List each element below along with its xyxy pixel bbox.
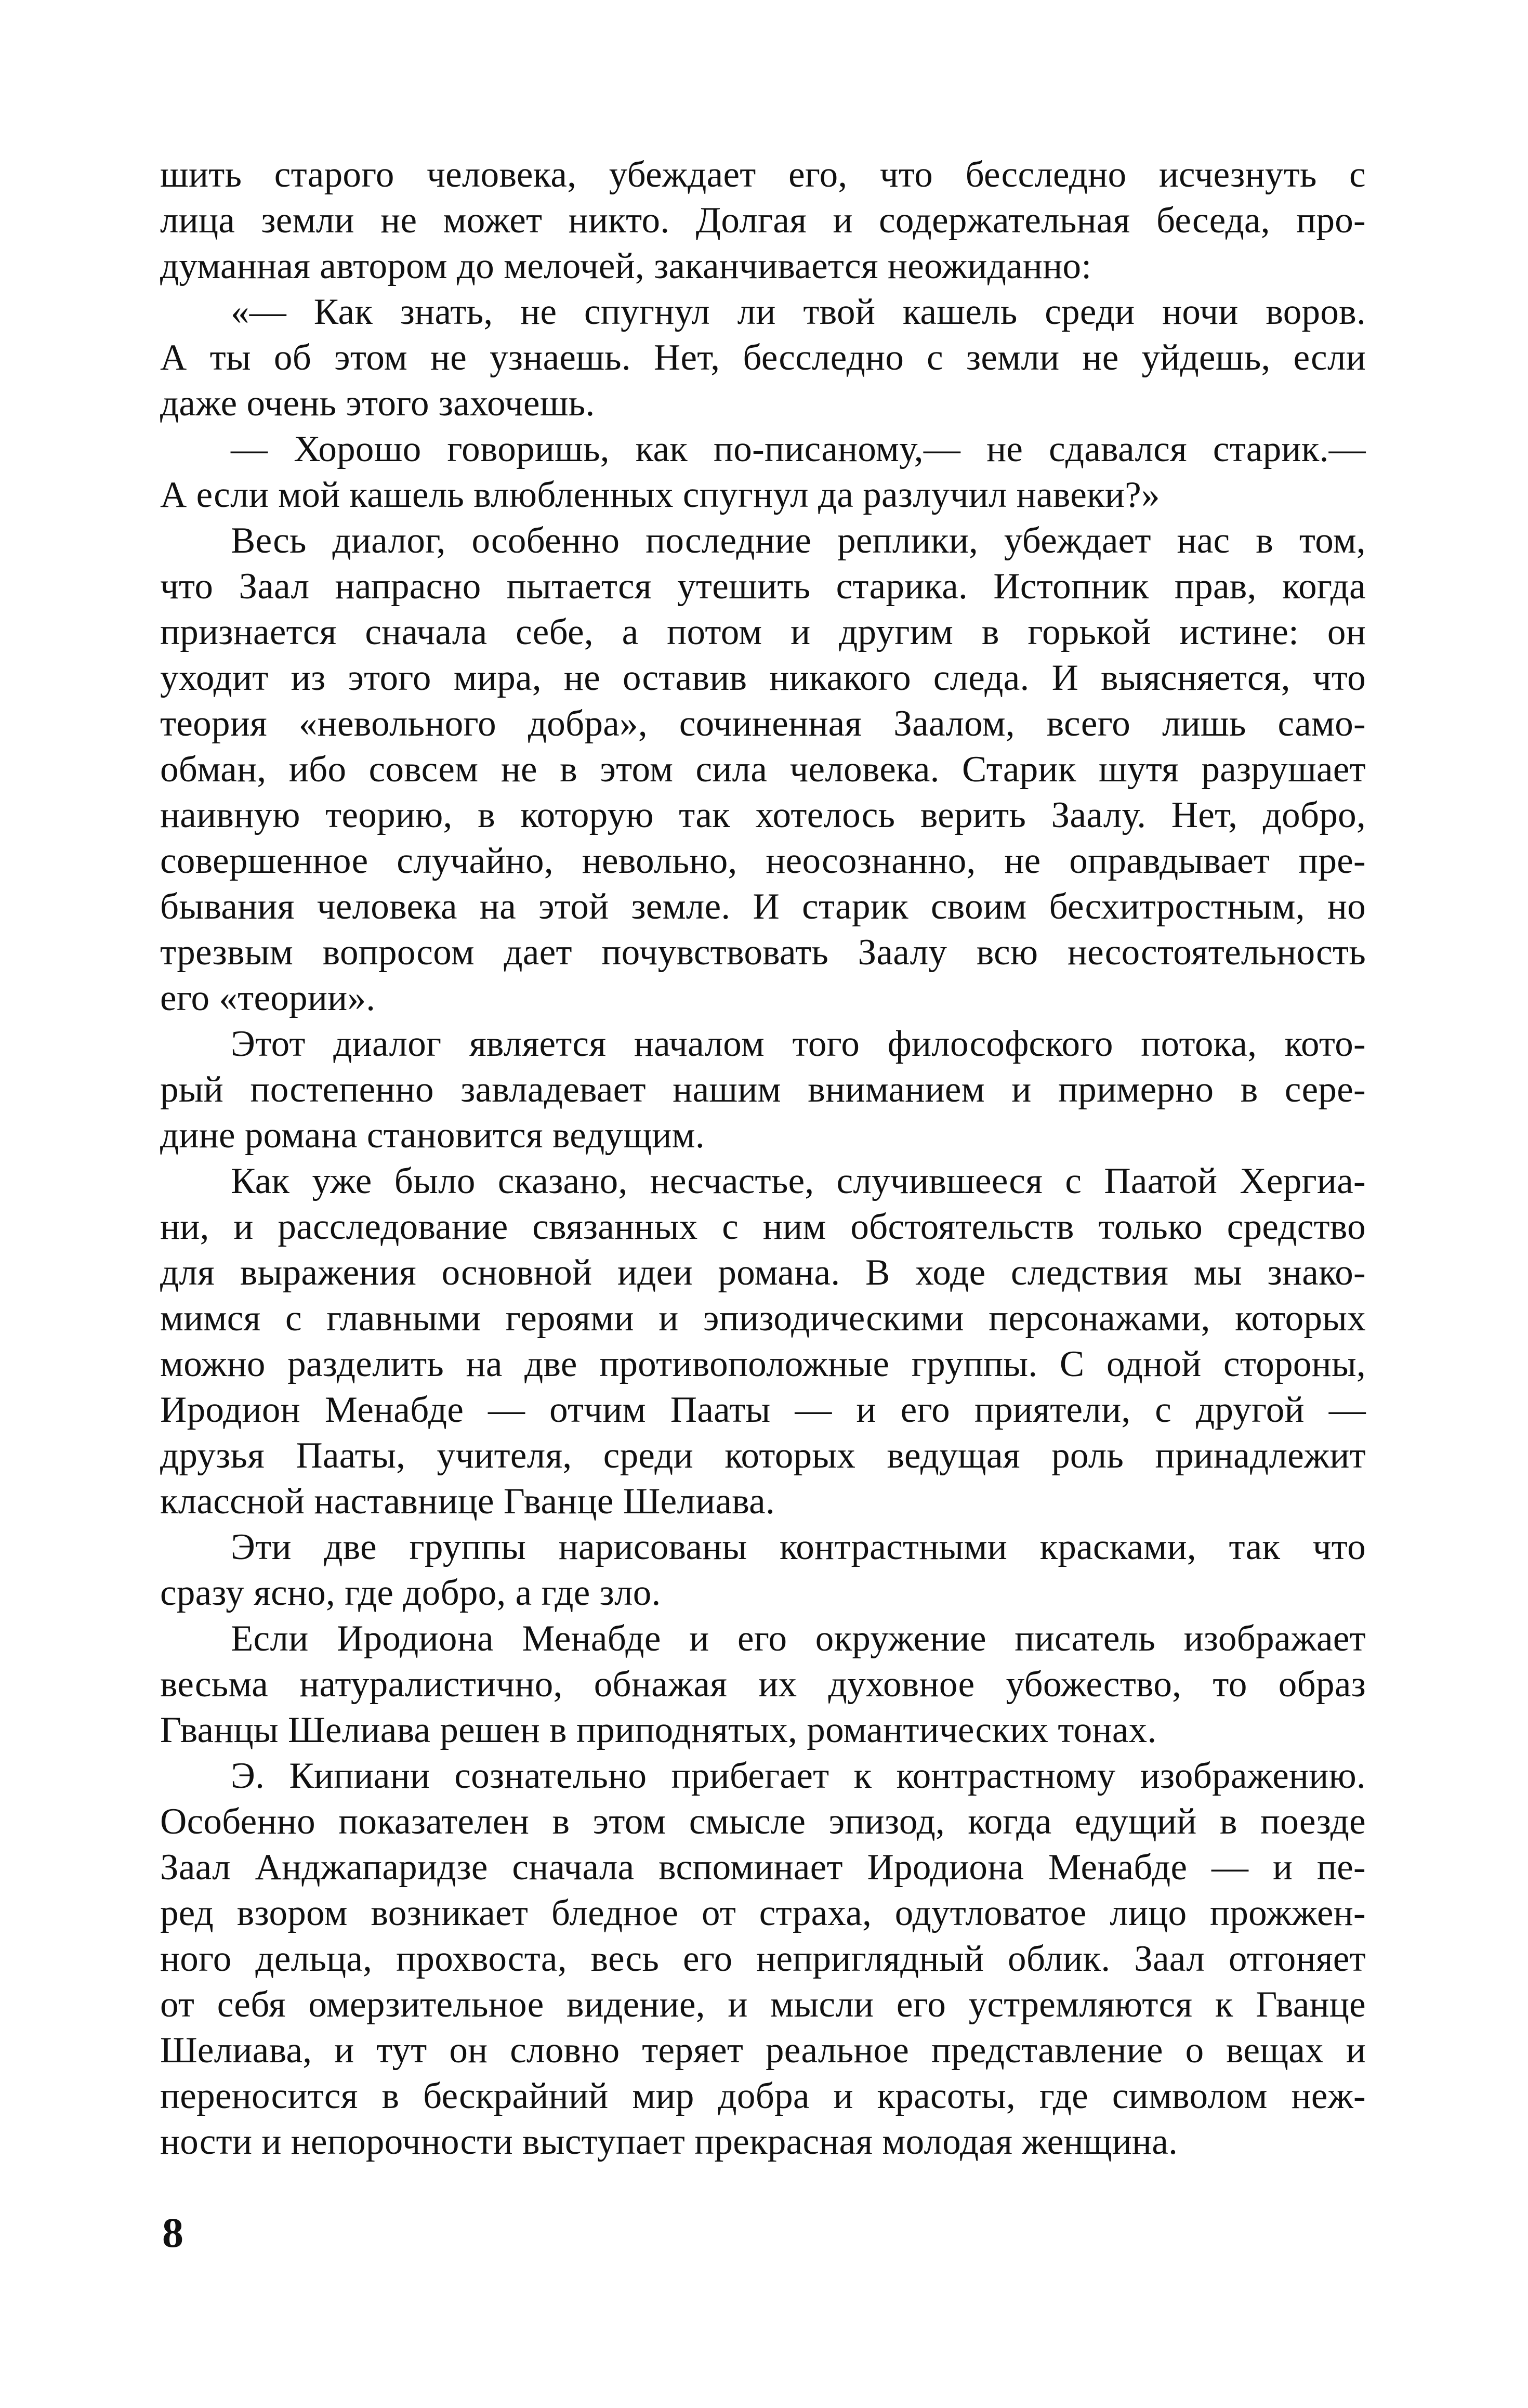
text-line: рый постепенно завладевает нашим вниманием и примерно в сере- — [160, 1069, 1366, 1110]
text-line: Гванцы Шелиава решен в приподнятых, романтических тонах. — [160, 1710, 1157, 1750]
text-line: Особенно показателен в этом смысле эпизод, когда едущий в поезде — [160, 1801, 1366, 1842]
text-line: А ты об этом не узнаешь. Нет, бесследно с земли не уйдешь, если — [160, 337, 1366, 378]
text-line: переносится в бескрайний мир добра и красоты, где символом неж- — [160, 2076, 1366, 2116]
body-text — [160, 152, 1366, 2165]
text-line: его «теории». — [160, 978, 376, 1018]
text-line: бывания человека на этой земле. И старик своим бесхитростным, но — [160, 886, 1366, 927]
text-line: Если Иродиона Менабде и его окружение писатель изображает — [231, 1618, 1366, 1659]
text-line: сразу ясно, где добро, а где зло. — [160, 1573, 661, 1613]
text-line: Иродион Менабде — отчим Пааты — и его приятели, с другой — — [160, 1390, 1366, 1430]
text-line: ности и непорочности выступает прекрасная молодая женщина. — [160, 2122, 1178, 2162]
text-line: признается сначала себе, а потом и другим в горькой истине: он — [160, 612, 1366, 652]
text-line: даже очень этого захочешь. — [160, 383, 595, 424]
text-line: друзья Пааты, учителя, среди которых ведущая роль принадлежит — [160, 1435, 1366, 1476]
text-line: Этот диалог является началом того философского потока, кото- — [231, 1024, 1366, 1064]
text-line: Заал Анджапаридзе сначала вспоминает Иродиона Менабде — и пе- — [160, 1847, 1366, 1888]
text-line: Эти две группы нарисованы контрастными красками, так что — [231, 1527, 1366, 1567]
text-line: Весь диалог, особенно последние реплики, убеждает нас в том, — [231, 520, 1366, 561]
text-line: ред взором возникает бледное от страха, одутловатое лицо прожжен- — [160, 1893, 1366, 1933]
text-line: совершенное случайно, невольно, неосознанно, не оправдывает пре- — [160, 841, 1366, 881]
text-line: классной наставнице Гванце Шелиава. — [160, 1481, 775, 1522]
text-line: дине романа становится ведущим. — [160, 1115, 705, 1156]
text-line: теория «невольного добра», сочиненная Заалом, всего лишь само- — [160, 703, 1366, 744]
text-line: «— Как знать, не спугнул ли твой кашель среди ночи воров. — [231, 292, 1366, 332]
text-line: шить старого человека, убеждает его, что бесследно исчезнуть с — [160, 154, 1366, 195]
text-line: от себя омерзительное видение, и мысли его устремляются к Гванце — [160, 1984, 1366, 2025]
text-line: трезвым вопросом дает почувствовать Заалу всю несостоятельность — [160, 932, 1366, 973]
text-line: ни, и расследование связанных с ним обстоятельств только средство — [160, 1207, 1366, 1247]
text-line: ного дельца, прохвоста, весь его неприглядный облик. Заал отгоняет — [160, 1939, 1366, 1979]
text-line: наивную теорию, в которую так хотелось верить Заалу. Нет, добро, — [160, 795, 1366, 835]
text-line: мимся с главными героями и эпизодическими персонажами, которых — [160, 1298, 1366, 1339]
text-line: Э. Кипиани сознательно прибегает к контрастному изображению. — [231, 1756, 1366, 1796]
text-line: Шелиава, и тут он словно теряет реальное представление о вещах и — [160, 2030, 1366, 2071]
text-line: думанная автором до мелочей, заканчивается неожиданно: — [160, 246, 1092, 286]
text-line: для выражения основной идеи романа. В ходе следствия мы знако- — [160, 1252, 1366, 1293]
text-line: Как уже было сказано, несчастье, случившееся с Паатой Хергиа- — [231, 1161, 1366, 1201]
page-number: 8 — [162, 2209, 183, 2256]
text-line: обман, ибо совсем не в этом сила человека. Старик шутя разрушает — [160, 749, 1366, 790]
text-line: лица земли не может никто. Долгая и содержательная беседа, про- — [160, 200, 1366, 241]
text-line: А если мой кашель влюбленных спугнул да разлучил навеки?» — [160, 475, 1160, 515]
text-line: можно разделить на две противоположные группы. С одной стороны, — [160, 1344, 1366, 1384]
text-line: уходит из этого мира, не оставив никакого следа. И выясняется, что — [160, 658, 1366, 698]
text-line: весьма натуралистично, обнажая их духовное убожество, то образ — [160, 1664, 1366, 1705]
text-line: — Хорошо говоришь, как по-писаному,— не сдавался старик.— — [231, 429, 1366, 469]
text-line: что Заал напрасно пытается утешить старика. Истопник прав, когда — [160, 566, 1366, 607]
